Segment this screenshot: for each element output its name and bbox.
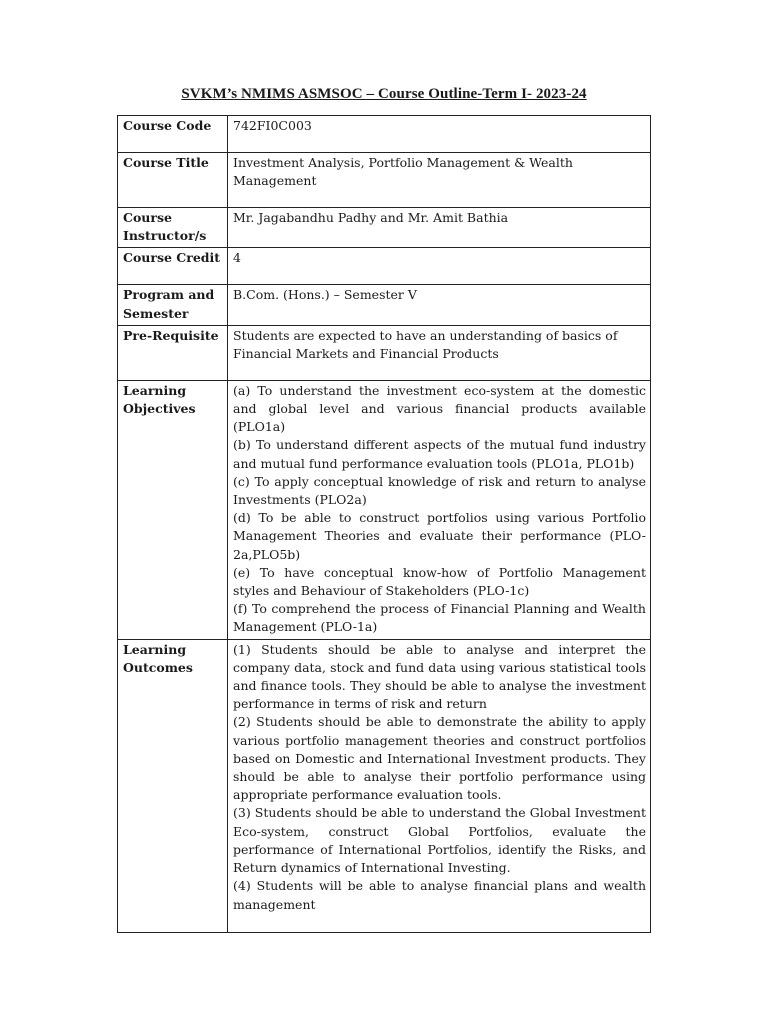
outcome-item: (1) Students should be able to analyse and interpret the company data, stock and fund data using various statistical tools and finance tools. They should be able to analyse the investment performance in terms of risk and return bbox=[233, 641, 646, 712]
credit-row bbox=[118, 248, 651, 285]
instructors-value: Mr. Jagabandhu Padhy and Mr. Amit Bathia bbox=[228, 208, 651, 248]
course-outline-table bbox=[117, 115, 651, 933]
credit-value: 4 bbox=[228, 248, 651, 285]
course-code-label: Course Code bbox=[118, 116, 228, 153]
objective-item: (b) To understand different aspects of the mutual fund industry and mutual fund performance evaluation tools (PLO1a, PLO1b) bbox=[233, 437, 646, 471]
program-label: Program and Semester bbox=[118, 285, 228, 325]
objective-item: (a) To understand the investment eco-system at the domestic and global level and various financial products available (PLO1a) bbox=[233, 382, 646, 435]
course-code-value: 742FI0C003 bbox=[228, 116, 651, 153]
prerequisite-label: Pre-Requisite bbox=[118, 325, 228, 380]
course-title-value: Investment Analysis, Portfolio Management & Wealth Management bbox=[228, 153, 651, 208]
outcome-item: (2) Students should be able to demonstrate the ability to apply various portfolio management theories and construct portfolios based on Domestic and International Investment products. They should be able to analyse their portfolio performance using appropriate performance evaluation tools. bbox=[233, 714, 646, 803]
objective-item: (d) To be able to construct portfolios using various Portfolio Management Theories and evaluate their performance (PLO-2a,PLO5b) bbox=[233, 510, 646, 562]
outcome-item: (4) Students will be able to analyse financial plans and wealth management bbox=[233, 878, 646, 912]
learning-outcomes-value bbox=[228, 639, 651, 932]
course-code-row bbox=[118, 116, 651, 153]
program-value: B.Com. (Hons.) – Semester V bbox=[228, 285, 651, 325]
prerequisite-value: Students are expected to have an understanding of basics of Financial Markets and Financial Products bbox=[228, 325, 651, 380]
instructors-row bbox=[118, 208, 651, 248]
outcome-item: (3) Students should be able to understand the Global Investment Eco-system, construct Global Portfolios, evaluate the performance of International Portfolios, identify the Risks, and Return dynamics of International Investing. bbox=[233, 805, 646, 876]
instructors-label: Course Instructor/s bbox=[118, 208, 228, 248]
learning-objectives-label: Learning Objectives bbox=[118, 380, 228, 639]
learning-objectives-value bbox=[228, 380, 651, 639]
course-title-row bbox=[118, 153, 651, 208]
document-title: SVKM’s NMIMS ASMSOC – Course Outline-Term I- 2023-24 bbox=[181, 86, 587, 102]
prerequisite-row bbox=[118, 325, 651, 380]
credit-label: Course Credit bbox=[118, 248, 228, 285]
objective-item: (f) To comprehend the process of Financial Planning and Wealth Management (PLO-1a) bbox=[233, 601, 646, 635]
objective-item: (c) To apply conceptual knowledge of risk and return to analyse Investments (PLO2a) bbox=[233, 473, 646, 508]
learning-objectives-row bbox=[118, 380, 651, 639]
learning-outcomes-label: Learning Outcomes bbox=[118, 639, 228, 932]
objective-item: (e) To have conceptual know-how of Portfolio Management styles and Behaviour of Stakeholders (PLO-1c) bbox=[233, 564, 646, 599]
course-title-label: Course Title bbox=[118, 153, 228, 208]
program-row bbox=[118, 285, 651, 325]
learning-outcomes-row bbox=[118, 639, 651, 932]
